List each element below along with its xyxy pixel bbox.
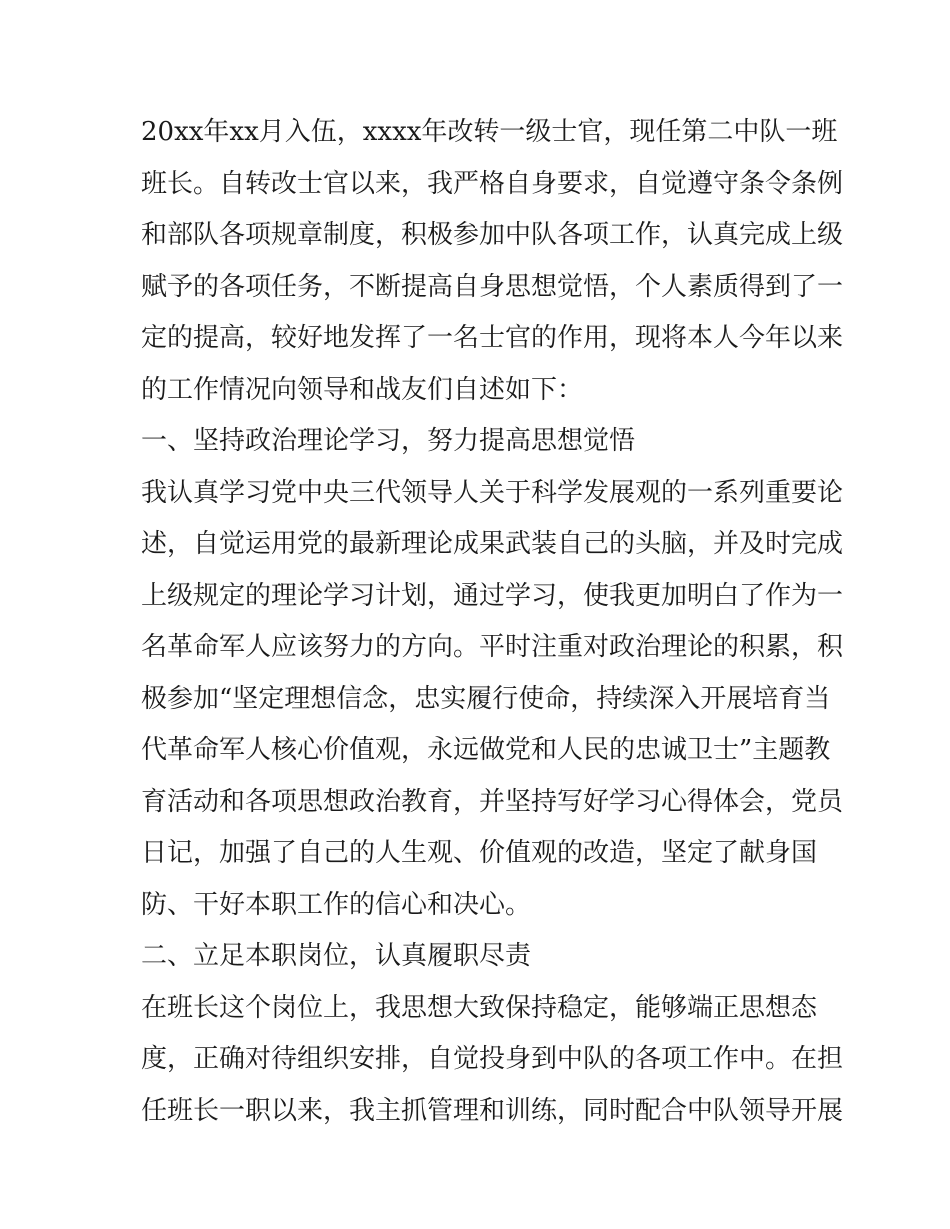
text-line: 20xx年xx月入伍，xxxx年改转一级士官，现任第二中队一班 bbox=[141, 117, 838, 147]
text-line: 定的提高，较好地发挥了一名士官的作用，现将本人今年以来 bbox=[141, 323, 844, 353]
text-line: 极参加“坚定理想信念，忠实履行使命，持续深入开展培育当 bbox=[141, 683, 831, 714]
text-line: 述，自觉运用党的最新理论成果武装自己的头脑，并及时完成 bbox=[141, 529, 844, 559]
text-line: 度，正确对待组织安排，自觉投身到中队的各项工作中。在担 bbox=[141, 1044, 844, 1074]
text-line: 我认真学习党中央三代领导人关于科学发展观的一系列重要论 bbox=[141, 477, 844, 508]
text-line: 日记，加强了自己的人生观、价值观的改造，坚定了献身国 bbox=[141, 838, 818, 868]
text-line: 和部队各项规章制度，积极参加中队各项工作，认真完成上级 bbox=[141, 220, 844, 250]
section-heading: 一、坚持政治理论学习，努力提高思想觉悟 bbox=[141, 426, 636, 456]
section-heading: 二、立足本职岗位，认真履职尽责 bbox=[141, 941, 532, 971]
text-line: 育活动和各项思想政治教育，并坚持写好学习心得体会，党员 bbox=[141, 786, 844, 817]
text-line: 的工作情况向领导和战友们自述如下： bbox=[141, 374, 584, 405]
text-line: 上级规定的理论学习计划，通过学习，使我更加明白了作为一 bbox=[141, 580, 844, 611]
text-line: 名革命军人应该努力的方向。平时注重对政治理论的积累，积 bbox=[141, 632, 844, 662]
text-line: 防、干好本职工作的信心和决心。 bbox=[141, 889, 532, 920]
text-line: 班长。自转改士官以来，我严格自身要求，自觉遵守条令条例 bbox=[141, 168, 844, 199]
text-line: 任班长一职以来，我主抓管理和训练，同时配合中队领导开展 bbox=[141, 1095, 844, 1126]
text-line: 在班长这个岗位上，我思想大致保持稳定，能够端正思想态 bbox=[141, 992, 818, 1023]
text-line: 赋予的各项任务，不断提高自身思想觉悟，个人素质得到了一 bbox=[141, 271, 844, 302]
document-body bbox=[141, 107, 844, 1137]
text-line: 代革命军人核心价值观，永远做党和人民的忠诚卫士”主题教 bbox=[141, 735, 831, 765]
